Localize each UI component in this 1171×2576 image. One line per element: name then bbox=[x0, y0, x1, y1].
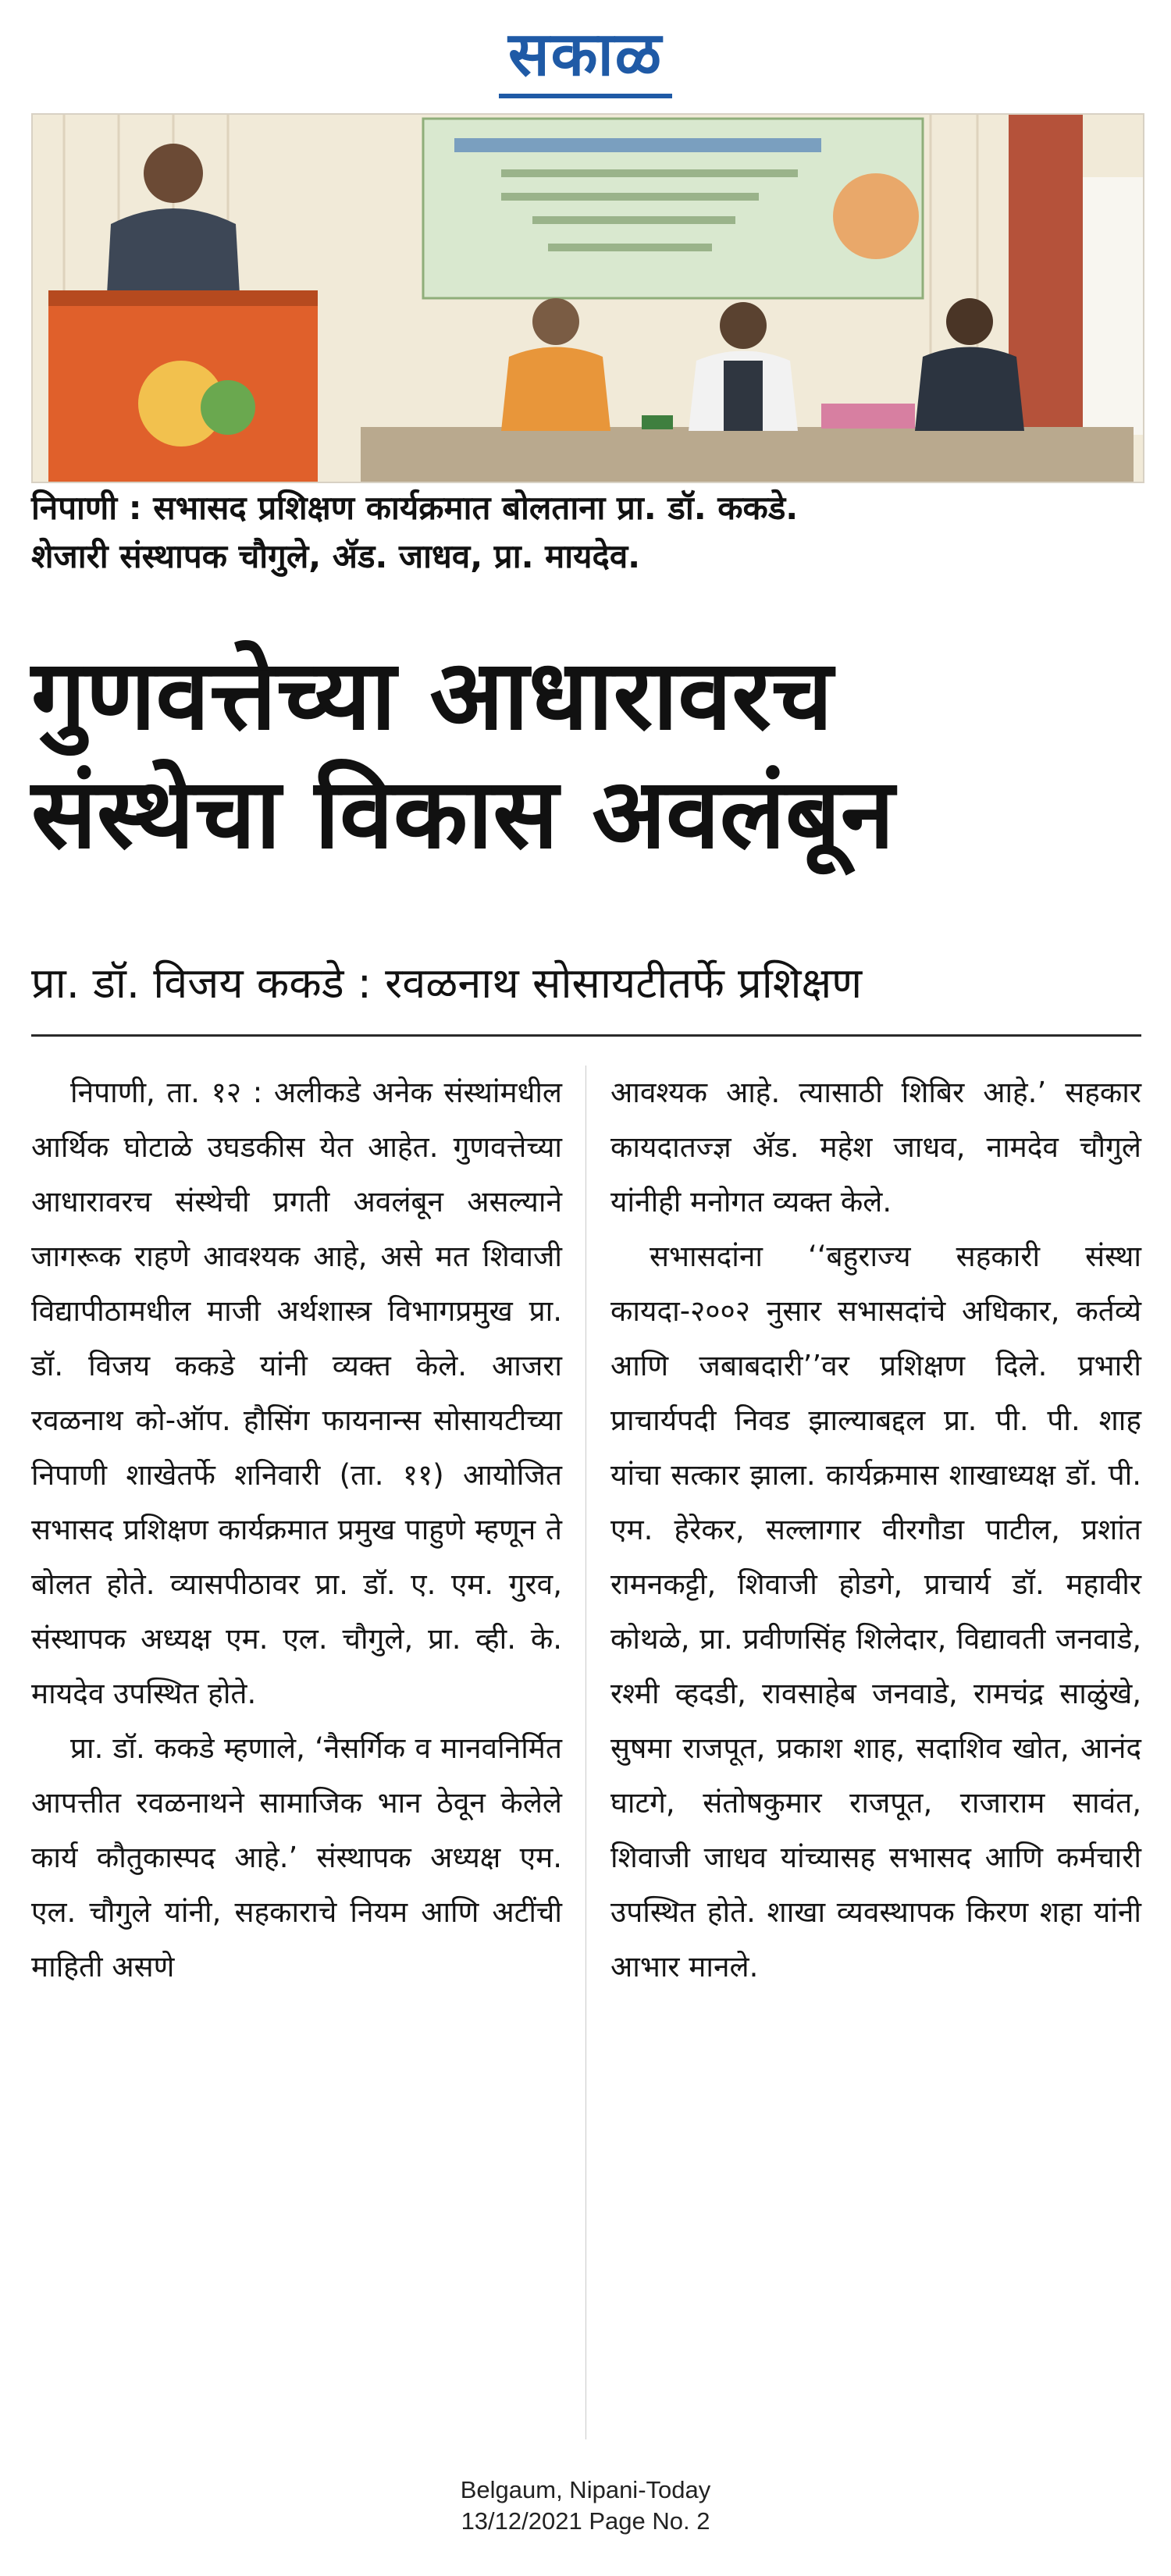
guest-body bbox=[915, 347, 1024, 432]
guest-head bbox=[720, 302, 767, 349]
masthead bbox=[0, 16, 1171, 98]
article-subheadline: प्रा. डॉ. विजय ककडे : रवळनाथ सोसायटीतर्फे प्रशिक्षण bbox=[31, 959, 863, 1008]
banner-text-strip bbox=[532, 216, 735, 224]
banner-text-strip bbox=[548, 244, 712, 251]
footer-source: Belgaum, Nipani-Today bbox=[460, 2476, 711, 2503]
photo-caption bbox=[31, 484, 1141, 581]
article-paragraph: आवश्यक आहे. त्यासाठी शिबिर आहे.’ सहकार कायदातज्ज्ञ ॲड. महेश जाधव, नामदेव चौगुले यांनीही मनोगत व्यक्त केले. bbox=[610, 1076, 1141, 1219]
banner-text-strip bbox=[454, 138, 821, 152]
footer-date-page: 13/12/2021 Page No. 2 bbox=[461, 2507, 710, 2535]
headline-line: संस्थेचा विकास अवलंबून bbox=[31, 758, 895, 870]
guest-head bbox=[532, 298, 579, 345]
article-paragraph: प्रा. डॉ. ककडे म्हणाले, ‘नैसर्गिक व मानवनिर्मित आपत्तीत रवळनाथने सामाजिक भान ठेवून केलेले कार्य कौतुकास्पद आहे.’ संस्थापक अध्यक्ष एम. एल. चौगुले यांनी, सहकाराचे नियम आणि अटींची माहिती असणे bbox=[31, 1731, 562, 1984]
article-column-right bbox=[610, 1066, 1141, 1994]
table-bouquet bbox=[821, 404, 915, 429]
podium-top bbox=[48, 290, 318, 306]
article-headline bbox=[31, 636, 1141, 873]
news-photo bbox=[31, 113, 1144, 483]
caption-line: शेजारी संस्थापक चौगुले, ॲड. जाधव, प्रा. मायदेव. bbox=[31, 537, 641, 575]
banner-portrait bbox=[833, 173, 919, 259]
banner-text-strip bbox=[501, 193, 759, 201]
stage-table bbox=[361, 427, 1134, 482]
source-footer bbox=[0, 2475, 1171, 2537]
guest-vest bbox=[724, 361, 763, 431]
projection-screen bbox=[1083, 177, 1143, 435]
headline-line: गुणवत्तेच्या आधारावरच bbox=[31, 639, 833, 752]
podium-emblem bbox=[201, 380, 255, 435]
guest-head bbox=[946, 298, 993, 345]
article-column-left bbox=[31, 1066, 562, 1994]
banner-text-strip bbox=[501, 169, 798, 177]
speaker-head bbox=[144, 144, 203, 203]
divider bbox=[31, 1034, 1141, 1037]
guest-body bbox=[501, 347, 610, 432]
table-item bbox=[642, 415, 673, 429]
article-paragraph: सभासदांना ‘‘बहुराज्य सहकारी संस्था कायदा-२००२ नुसार सभासदांचे अधिकार, कर्तव्ये आणि जबाबदारी’’वर प्रशिक्षण दिले. प्रभारी प्राचार्यपदी निवड झाल्याबद्दल प्रा. पी. पी. शाह यांचा सत्कार झाला. कार्यक्रमास शाखाध्यक्ष डॉ. पी. एम. हेरेकर, सल्लागार वीरगौडा पाटील, प्रशांत रामनकट्टी, शिवाजी होडगे, प्राचार्य डॉ. महावीर कोथळे, प्रा. प्रवीणसिंह शिलेदार, विद्यावती जनवाडे, रश्मी व्हदडी, रावसाहेब जनवाडे, रामचंद्र साळुंखे, सुषमा राजपूत, प्रकाश शाह, सदाशिव खोत, आनंद घाटगे, संतोषकुमार राजपूत, राजाराम सावंत, शिवाजी जाधव यांच्यासह सभासद आणि कर्मचारी उपस्थित होते. शाखा व्यवस्थापक किरण शहा यांनी आभार मानले. bbox=[610, 1240, 1141, 1984]
event-photo-illustration bbox=[33, 115, 1143, 482]
newspaper-logo: सकाळ bbox=[499, 16, 672, 98]
caption-line: निपाणी : सभासद प्रशिक्षण कार्यक्रमात बोलताना प्रा. डॉ. ककडे. bbox=[31, 489, 799, 527]
article-paragraph: निपाणी, ता. १२ : अलीकडे अनेक संस्थांमधील आर्थिक घोटाळे उघडकीस येत आहेत. गुणवत्तेच्या आधारावरच संस्थेची प्रगती अवलंबून असल्याने जागरूक राहणे आवश्यक आहे, असे मत शिवाजी विद्यापीठामधील माजी अर्थशास्त्र विभागप्रमुख प्रा. डॉ. विजय ककडे यांनी व्यक्त केले. आजरा रवळनाथ को-ऑप. हौसिंग फायनान्स सोसायटीच्या निपाणी शाखेतर्फे शनिवारी (ता. ११) आयोजित सभासद प्रशिक्षण कार्यक्रमात प्रमुख पाहुणे म्हणून ते बोलत होते. व्यासपीठावर प्रा. डॉ. ए. एम. गुरव, संस्थापक अध्यक्ष एम. एल. चौगुले, प्रा. व्ही. के. मायदेव उपस्थित होते. bbox=[31, 1076, 562, 1710]
